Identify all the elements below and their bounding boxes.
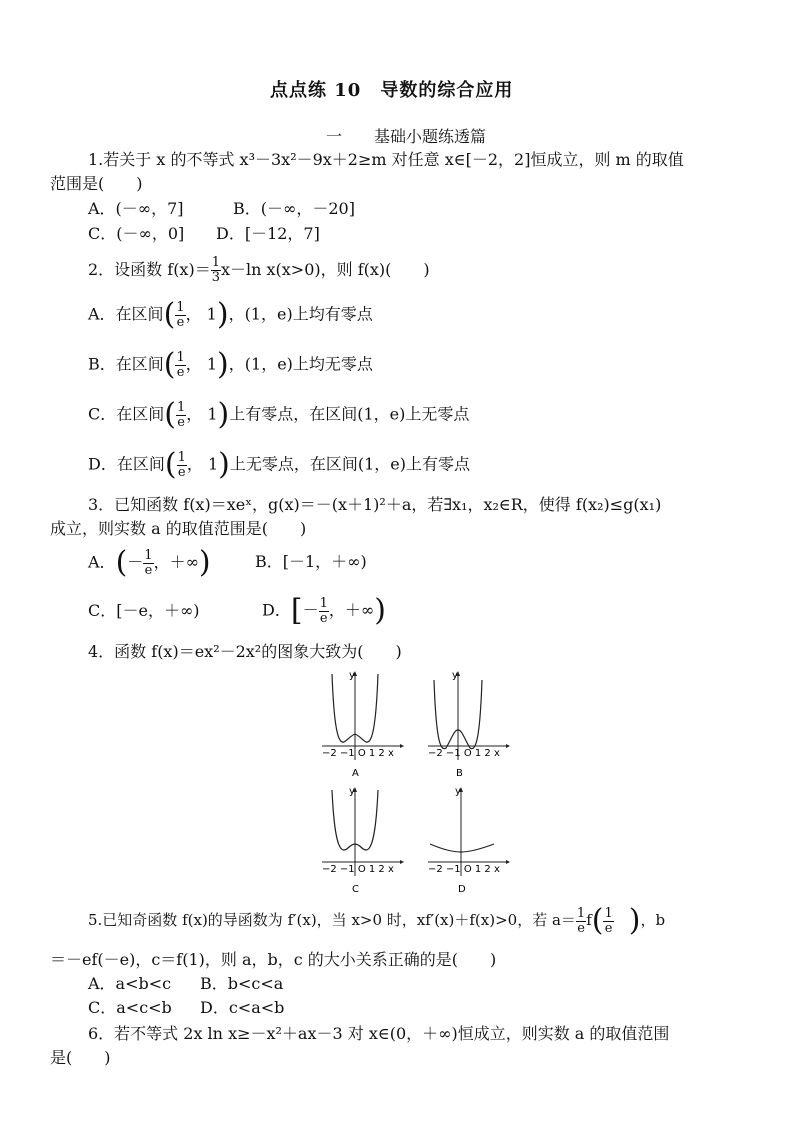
q2-a-post: ，(1，e)上均有零点 — [228, 304, 373, 324]
q3-d-sign: － — [302, 600, 319, 620]
q2-d-frac — [177, 451, 187, 480]
paren-close: ) — [217, 397, 230, 432]
graph-a-svg — [318, 668, 408, 780]
section-heading: 一 基础小题练透篇 — [326, 127, 487, 146]
q6-line2: 是( ) — [50, 1048, 111, 1067]
paren-open: ( — [591, 903, 604, 938]
q3-a-sign: － — [127, 552, 144, 572]
q3-a-den: e — [144, 562, 153, 578]
q2-b-num: 1 — [176, 349, 185, 365]
q1-line2: 范围是( ) — [50, 174, 143, 193]
q2-b-den: e — [176, 364, 185, 380]
paren-close: ) — [198, 545, 211, 580]
q5-option-c: C．a<c<b — [88, 998, 172, 1017]
q5-frac — [576, 907, 586, 936]
paren-open: [ — [290, 593, 303, 628]
paren-open: ( — [164, 397, 176, 432]
paren-close: ) — [628, 903, 641, 938]
q5-option-a: A．a<b<c — [88, 974, 172, 993]
q3-option-d — [262, 593, 386, 628]
q2-stem — [88, 256, 430, 285]
graph-a — [318, 668, 408, 784]
q2-c-right: 1 — [207, 404, 218, 424]
graph-c — [318, 784, 408, 900]
q5-inner-frac — [603, 907, 613, 936]
paren-open: ( — [163, 297, 176, 332]
q4-stem: 4．函数 f(x)＝ex²－2x²的图象大致为( ) — [88, 642, 402, 661]
q5-mid: f — [586, 911, 592, 929]
q2-stem-post: x－ln x(x>0)，则 f(x)( ) — [220, 260, 430, 279]
q2-c-pre: C．在区间 — [88, 404, 165, 424]
q2-stem-pre: 2．设函数 f(x)＝ — [88, 260, 211, 279]
q3-d-label: D． — [262, 600, 291, 620]
x-axis-arrow — [400, 744, 404, 748]
q2-a-den: e — [176, 314, 185, 330]
paren-close: ) — [374, 593, 386, 628]
paren-open: ( — [163, 347, 176, 382]
paren-open: ( — [164, 447, 177, 482]
graph-c-label: C — [352, 884, 359, 895]
q2-fraction — [211, 256, 221, 285]
q5-inner-den: e — [604, 920, 613, 936]
q2-a-num: 1 — [176, 299, 185, 315]
paren-close: ) — [216, 297, 229, 332]
y-label: y — [349, 670, 355, 681]
q2-option-c: C．在区间( $\frac{1}{e}$ ， 1)上有零点，在区间(1，e)上无零点 — [88, 397, 470, 432]
q2-d-pre: D．在区间 — [88, 454, 165, 474]
graph-b-svg — [426, 668, 516, 780]
q5-option-b: B．b<c<a — [200, 974, 284, 993]
q3-d-frac — [319, 597, 329, 626]
q3-line2: 成立，则实数 a 的取值范围是( ) — [50, 519, 307, 538]
q1-option-c: C．(－∞，0] — [88, 224, 185, 243]
graph-b-ticks: −2 −1 O 1 2 x — [428, 748, 500, 759]
q5-line1 — [88, 903, 666, 938]
q3-a-frac — [143, 549, 153, 578]
y-label: y — [452, 670, 458, 681]
curve-d — [430, 844, 494, 852]
q2-b-right: 1 — [206, 354, 218, 374]
q3-d-den: e — [319, 610, 328, 626]
paren-close: ) — [217, 347, 229, 382]
q3-a-post: ，＋∞ — [153, 552, 199, 572]
q2-option-d: D．在区间( $\frac{1}{e}$ ， 1)上无零点，在区间(1，e)上有零点 — [88, 447, 470, 482]
graph-a-label: A — [352, 768, 359, 779]
graph-a-ticks: −2 −1 O 1 2 x — [322, 748, 394, 759]
graph-c-ticks: −2 −1 O 1 2 x — [322, 864, 394, 875]
q2-c-num: 1 — [176, 399, 186, 415]
q5-frac-num: 1 — [576, 905, 586, 921]
q1-line1: 1.若关于 x 的不等式 x³－3x²－9x＋2≥m 对任意 x∈[－2，2]恒成立，则 m 的取值 — [88, 150, 684, 169]
q3-a-num: 1 — [144, 547, 153, 563]
graph-b — [426, 668, 516, 784]
q2-frac-num: 1 — [211, 255, 220, 270]
q2-c-post: 上有零点，在区间(1，e)上无零点 — [229, 404, 470, 424]
graph-d-svg — [424, 784, 516, 896]
graph-d — [424, 784, 516, 900]
q2-b-frac — [175, 351, 185, 380]
y-label: y — [455, 786, 461, 797]
q5-frac-den: e — [577, 920, 585, 936]
q1-option-b: B．(－∞，－20] — [233, 199, 355, 218]
q6-line1: 6．若不等式 2x ln x≥－x²＋ax－3 对 x∈(0，＋∞)恒成立，则实数 a 的取值范围 — [88, 1024, 670, 1043]
paren-close: ) — [218, 447, 230, 482]
x-axis-arrow — [506, 860, 510, 864]
q3-a-label: A． — [88, 552, 116, 572]
q2-a-right: 1 — [206, 304, 217, 324]
q5-line1-pre: 5.已知奇函数 f(x)的导函数为 f′(x)，当 x>0 时，xf′(x)＋f(x)>0，若 a＝ — [88, 911, 576, 929]
graph-d-label: D — [458, 884, 466, 895]
q2-b-post: ，(1，e)上均无零点 — [228, 354, 373, 374]
q5-line2: ＝－ef(－e)，c＝f(1)，则 a，b，c 的大小关系正确的是( ) — [50, 950, 497, 969]
q2-c-den: e — [177, 414, 185, 430]
q3-option-a — [88, 545, 211, 580]
graph-d-ticks: −2 −1 O 1 2 x — [428, 864, 500, 875]
graph-b-label: B — [456, 768, 463, 779]
q5-line1-post: ，b — [640, 911, 666, 929]
x-axis-arrow — [506, 744, 510, 748]
q3-d-num: 1 — [319, 595, 328, 611]
q1-option-a: A．(－∞，7] — [88, 199, 184, 218]
q3-option-b: B．[－1，＋∞) — [255, 552, 367, 571]
q2-a-pre: A．在区间 — [88, 304, 164, 324]
y-label: y — [349, 786, 355, 797]
q3-option-c: C．[－e，＋∞) — [88, 601, 200, 620]
q2-option-a: A．在区间( $\frac{1}{e}$ ， 1)，(1，e)上均有零点 — [88, 297, 373, 332]
graph-c-svg — [318, 784, 408, 896]
q2-c-frac — [176, 401, 186, 430]
x-axis-arrow — [400, 860, 404, 864]
q2-d-num: 1 — [177, 449, 186, 465]
q2-option-b: B．在区间( $\frac{1}{e}$ ， 1)，(1，e)上均无零点 — [88, 347, 373, 382]
q2-d-post: 上无零点，在区间(1，e)上有零点 — [229, 454, 470, 474]
page-title: 点点练 10 导数的综合应用 — [270, 80, 514, 101]
paren-open: ( — [115, 545, 128, 580]
q3-line1: 3．已知函数 f(x)＝xeˣ，g(x)＝－(x＋1)²＋a，若∃x₁，x₂∈R，使得 f(x₂)≤g(x₁) — [88, 495, 662, 514]
q5-option-d: D．c<a<b — [200, 998, 285, 1017]
q2-b-pre: B．在区间 — [88, 354, 164, 374]
q2-d-den: e — [177, 464, 186, 480]
q1-option-d: D．[－12，7] — [216, 224, 320, 243]
q2-a-frac — [175, 301, 185, 330]
q2-frac-den: 3 — [211, 270, 220, 285]
q3-d-post: ，＋∞ — [328, 600, 375, 620]
q2-d-right: 1 — [207, 454, 219, 474]
q5-inner-num: 1 — [604, 905, 613, 921]
